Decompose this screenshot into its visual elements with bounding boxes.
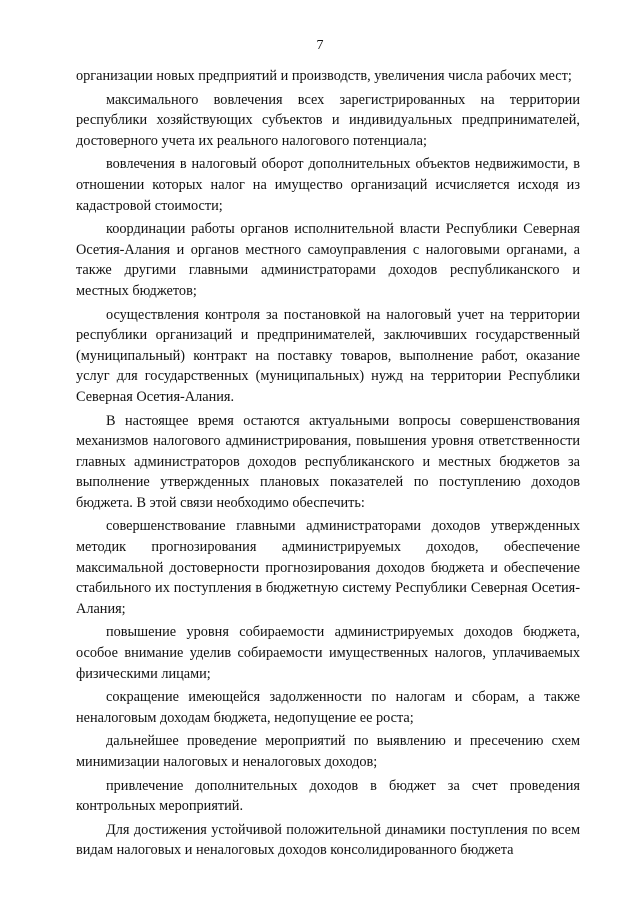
paragraph: сокращение имеющейся задолженности по налогам и сборам, а также неналоговым доходам бюджета, недопущение ее роста; (76, 689, 580, 726)
paragraph: привлечение дополнительных доходов в бюджет за счет проведения контрольных мероприятий. (76, 777, 580, 815)
paragraph: повышение уровня собираемости администрируемых доходов бюджета, особое внимание уделив собираемости имущественных налогов, уплачиваемых физическими лицами; (76, 624, 580, 682)
paragraph: дальнейшее проведение мероприятий по выявлению и пресечению схем минимизации налоговых и неналоговых доходов; (76, 733, 580, 770)
paragraph: В настоящее время остаются актуальными вопросы совершенствования механизмов налогового администрирования, повышения уровня ответственности главных администраторов доходов республиканского и местных бюджетов за выполнение утвержденных плановых показателей по поступлению доходов бюджета. В этой связи необходимо обеспечить: (76, 412, 580, 511)
paragraph: вовлечения в налоговый оборот дополнительных объектов недвижимости, в отношении которых налог на имущество организаций исчисляется исходя из кадастровой стоимости; (76, 156, 580, 214)
paragraph: совершенствование главными администраторами доходов утвержденных методик прогнозирования администрируемых доходов, обеспечение максимальной достоверности прогнозирования доходов бюджета и обеспечение стабильного их поступления в бюджетную систему Республики Северная Осетия-Алания; (76, 518, 580, 617)
paragraph: организации новых предприятий и производств, увеличения числа рабочих мест; (76, 68, 572, 84)
paragraph: максимального вовлечения всех зарегистрированных на территории республики хозяйствующих субъектов и индивидуальных предпринимателей, достоверного учета их реального налогового потенциала; (76, 91, 580, 149)
paragraph: Для достижения устойчивой положительной динамики поступления по всем видам налоговых и неналоговых доходов консолидированного бюджета (76, 821, 580, 859)
paragraph: координации работы органов исполнительной власти Республики Северная Осетия-Алания и органов местного самоуправления с налоговыми органами, а также другими главными администраторами доходов республиканского и местных бюджетов; (76, 221, 580, 299)
document-body (76, 66, 580, 864)
page-number: 7 (316, 38, 324, 53)
paragraph: осуществления контроля за постановкой на налоговый учет на территории республики организаций и предпринимателей, заключивших государственный (муниципальный) контракт на поставку товаров, выполнение работ, оказание услуг для государственных (муниципальных) нужд на территории Республики Северная Осетия-Алания. (76, 306, 580, 405)
